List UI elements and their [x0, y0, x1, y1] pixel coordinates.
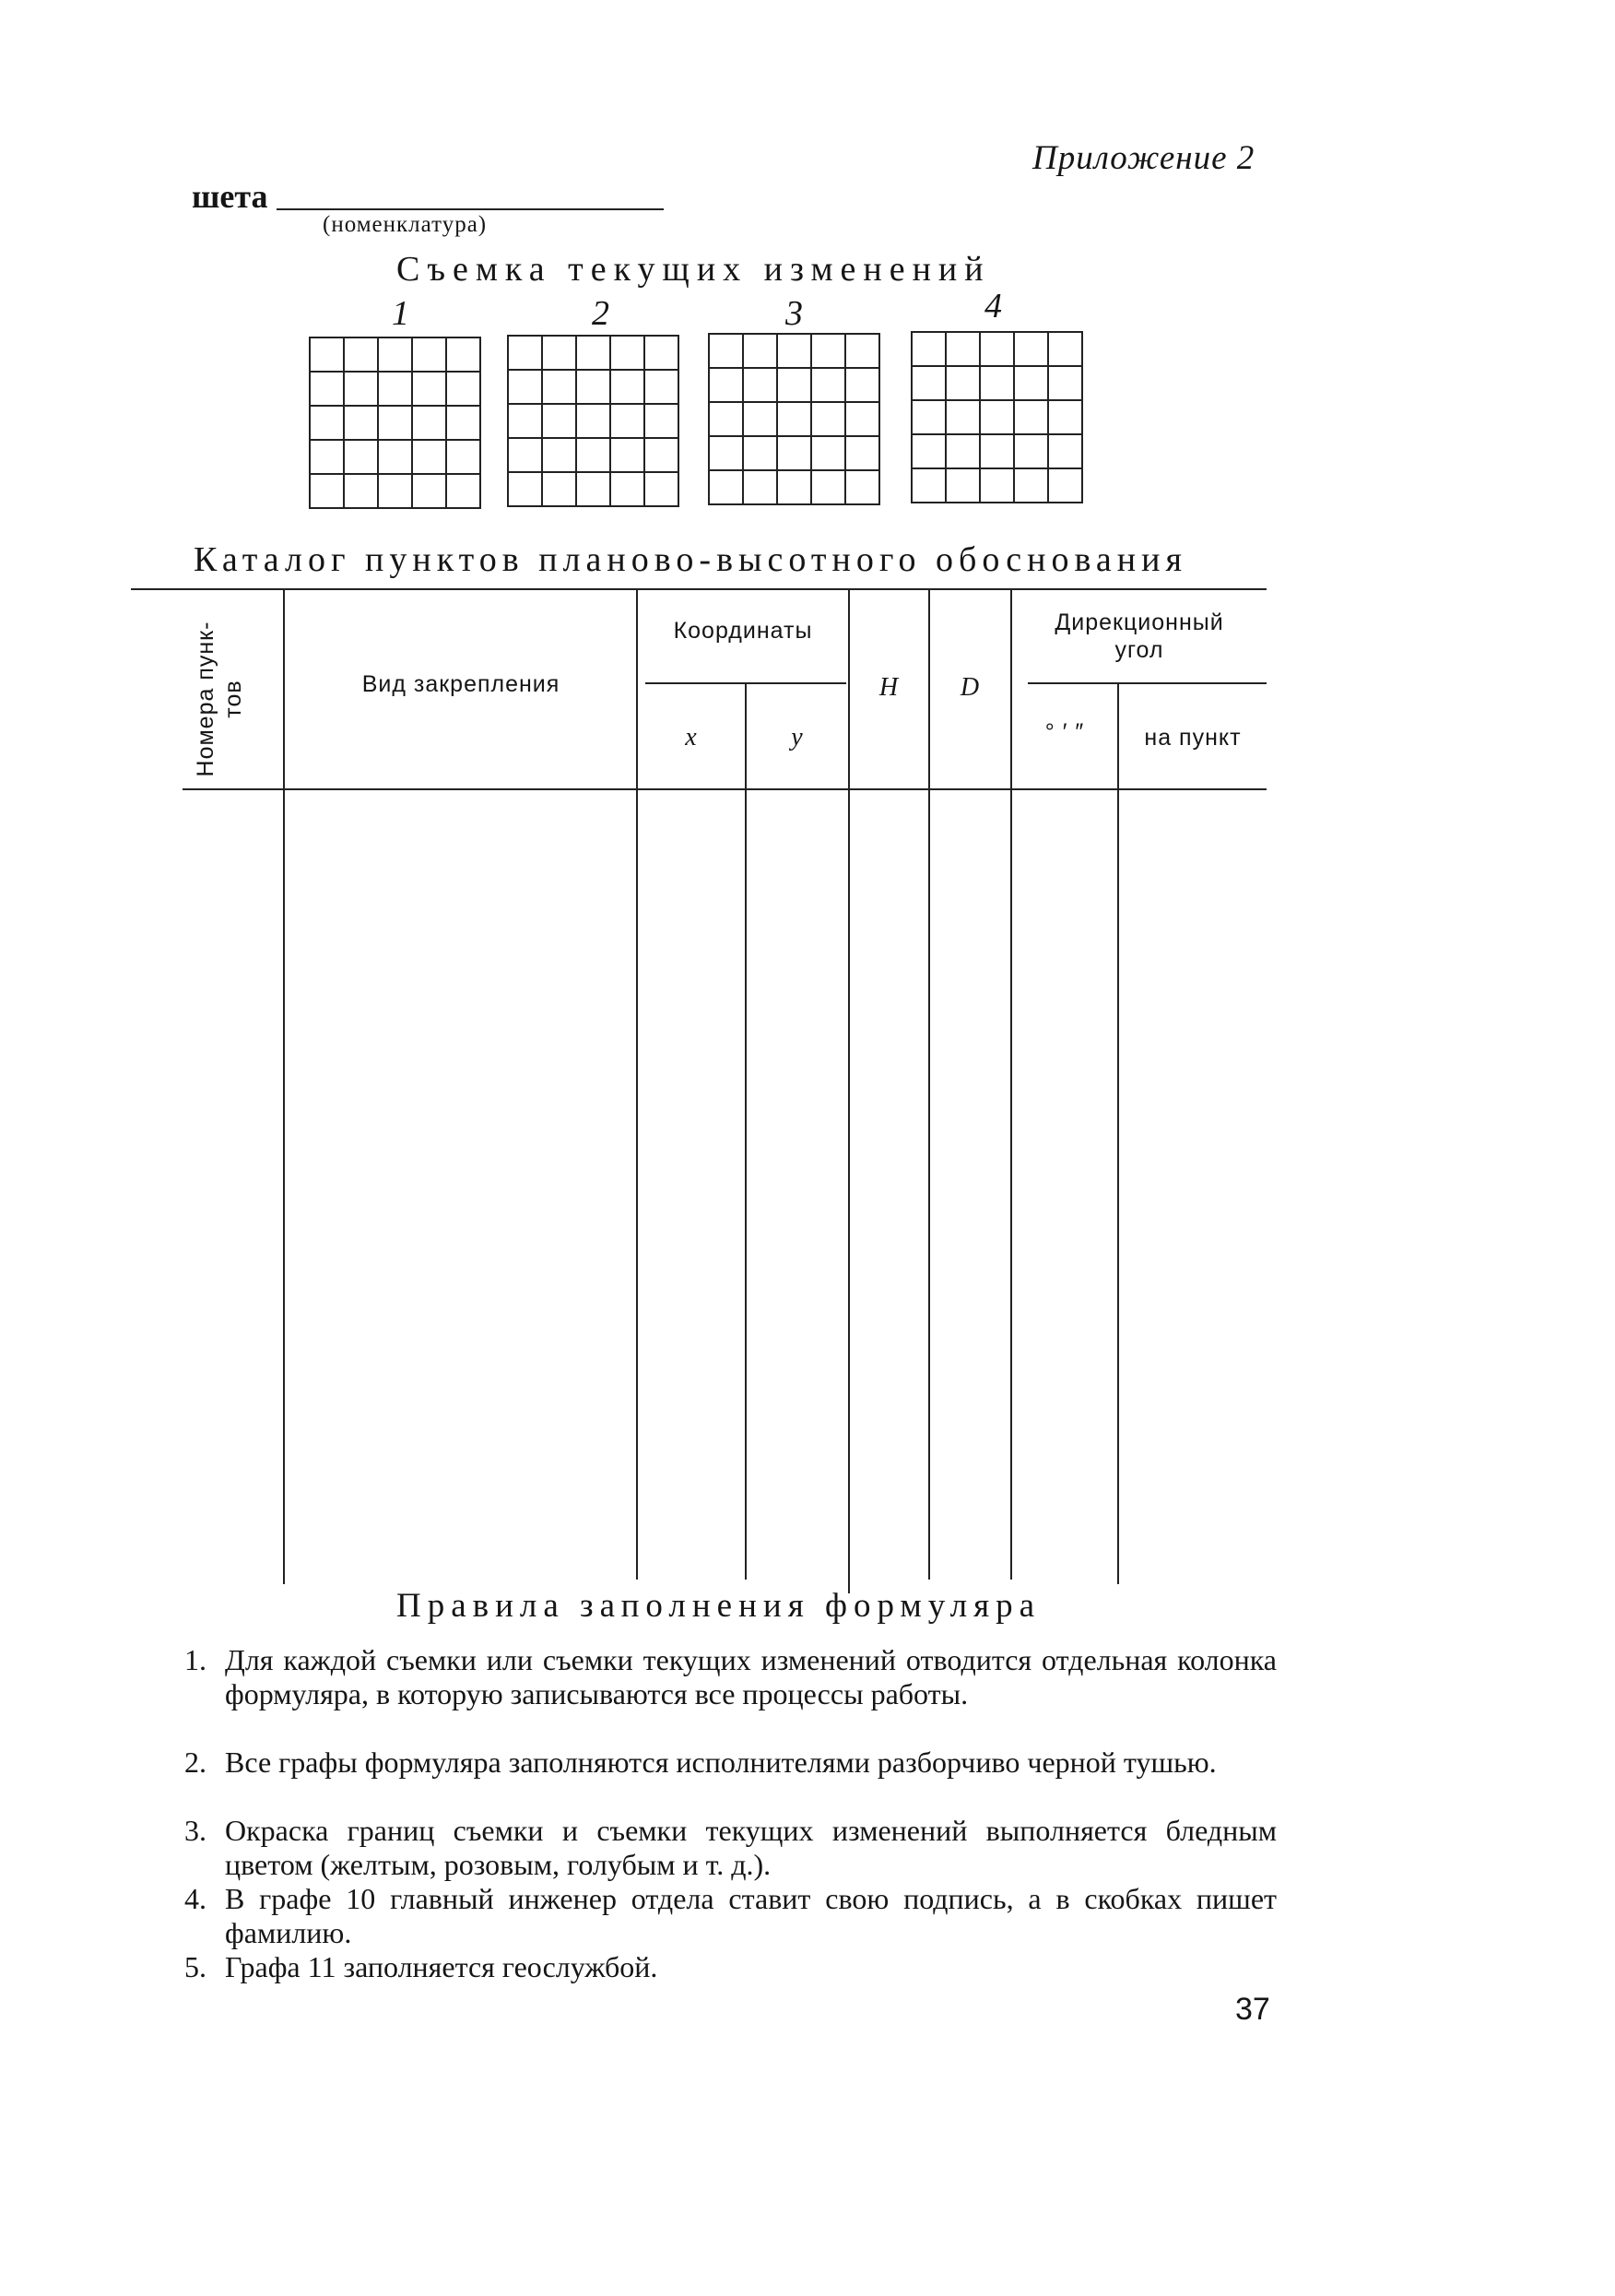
table-header-rule [183, 788, 1267, 790]
header-d: D [960, 673, 981, 702]
col-divider [283, 588, 285, 1584]
rule-text: Графа 11 заполняется геослужбой. [225, 1950, 658, 1983]
survey-grid-2 [507, 335, 679, 507]
rule-item [184, 1814, 1277, 1882]
direction-subrule [1028, 682, 1267, 684]
rule-text: В графе 10 главный инженер отдела ставит свою подпись, а в скобках пишет фамилию. [225, 1882, 1277, 1949]
header-y: y [791, 723, 804, 752]
survey-grid-3 [708, 333, 880, 505]
rule-number: 1. [184, 1643, 206, 1676]
sheet-underline [277, 208, 664, 210]
header-direction-line2: угол [1114, 637, 1164, 663]
rule-number: 3. [184, 1814, 206, 1847]
rule-text: Все графы формуляра заполняются исполнителями разборчиво черной тушью. [225, 1746, 1217, 1779]
col-divider [1117, 684, 1119, 1584]
catalog-title: Каталог пунктов планово-высотного обоснования [194, 540, 1187, 579]
rule-text: Для каждой съемки или съемки текущих изменений отводится отдельная колонка формуляра, в которую записываются все процессы работы. [225, 1643, 1277, 1710]
page-number: 37 [1235, 1992, 1270, 2027]
rule-number: 2. [184, 1746, 206, 1779]
grid-number: 2 [592, 294, 609, 333]
col-divider [745, 684, 747, 1580]
header-fixing-type: Вид закрепления [361, 671, 560, 697]
col-divider [848, 588, 850, 1593]
rule-item [184, 1643, 1277, 1711]
survey-title: Съемка текущих изменений [396, 250, 991, 289]
rule-item [184, 1746, 1277, 1780]
survey-grid-4 [911, 331, 1083, 503]
rule-item [184, 1882, 1277, 1950]
appendix-label: Приложение 2 [1032, 139, 1255, 177]
header-point-numbers [192, 579, 247, 819]
grid-number: 1 [392, 294, 409, 333]
nomenclature-caption: (номенклатура) [323, 212, 488, 237]
survey-grid-1 [309, 337, 481, 509]
header-deg-min-sec: ° ′ ″ [1044, 719, 1085, 745]
table-top-rule [131, 588, 1267, 590]
header-point-numbers-line2: тов [220, 680, 246, 718]
rules-title: Правила заполнения формуляра [396, 1587, 1042, 1625]
header-direction-line1: Дирекционный [1055, 610, 1224, 635]
rule-number: 5. [184, 1950, 206, 1983]
sheet-label: шета [192, 178, 268, 215]
header-point-numbers-line1: Номера пунк- [193, 621, 218, 777]
grid-number: 4 [984, 287, 1002, 325]
header-h: H [878, 673, 900, 702]
header-direction-angle [1012, 609, 1267, 664]
header-coordinates: Координаты [673, 618, 813, 644]
grid-number: 3 [785, 294, 803, 333]
rule-text: Окраска границ съемки и съемки текущих изменений выполняется бледным цветом (желтым, розовым, голубым и т. д.). [225, 1814, 1277, 1881]
rule-number: 4. [184, 1882, 206, 1915]
header-to-point: на пункт [1144, 725, 1242, 751]
header-x: x [685, 723, 698, 752]
rule-item [184, 1950, 1277, 1984]
col-divider [928, 588, 930, 1580]
